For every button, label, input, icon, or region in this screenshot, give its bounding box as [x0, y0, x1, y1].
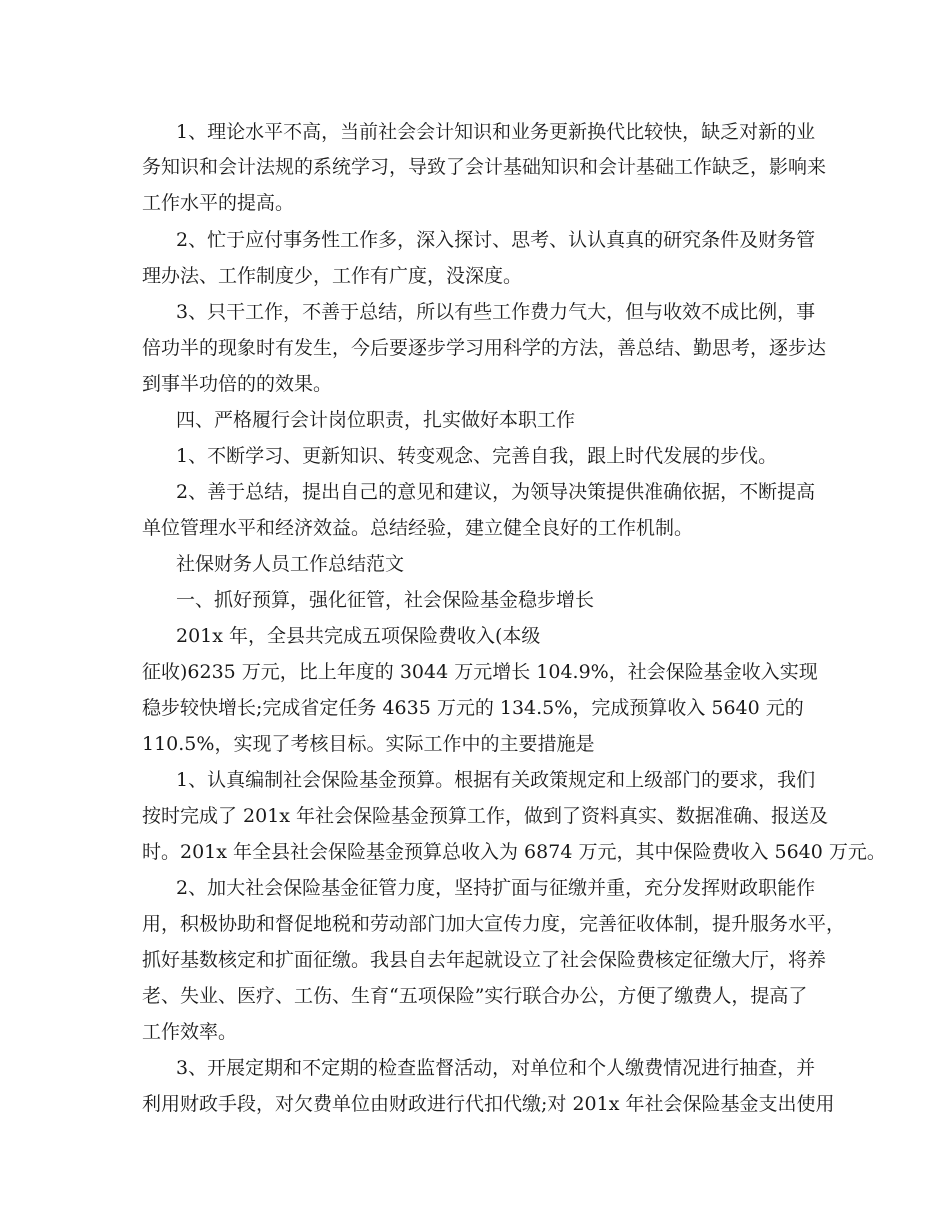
text-line: 务知识和会计法规的系统学习，导致了会计基础知识和会计基础工作缺乏，影响来	[142, 156, 827, 178]
text-line: 到事半功倍的的效果。	[142, 373, 333, 395]
text-line: 稳步较快增长;完成省定任务 4635 万元的 134.5%，完成预算收入 5640 元的	[142, 697, 804, 719]
section-heading: 一、抓好预算，强化征管，社会保险基金稳步增长	[176, 589, 595, 611]
text-line: 1、不断学习、更新知识、转变观念、完善自我，跟上时代发展的步伐。	[176, 445, 778, 467]
text-line: 201x 年，全县共完成五项保险费收入(本级	[176, 625, 541, 647]
section-heading: 四、严格履行会计岗位职责，扎实做好本职工作	[176, 409, 576, 431]
text-line: 工作效率。	[142, 1021, 238, 1043]
text-line: 利用财政手段，对欠费单位由财政进行代扣代缴;对 201x 年社会保险基金支出使用	[142, 1093, 835, 1115]
document-title: 社保财务人员工作总结范文	[176, 553, 405, 575]
text-line: 老、失业、医疗、工伤、生育“五项保险”实行联合办公，方便了缴费人，提高了	[142, 985, 808, 1007]
text-line: 按时完成了 201x 年社会保险基金预算工作，做到了资料真实、数据准确、报送及	[142, 805, 829, 827]
text-line: 时。201x 年全县社会保险基金预算总收入为 6874 万元，其中保险费收入 5640 万元。	[142, 841, 886, 863]
text-line: 工作水平的提高。	[142, 192, 295, 214]
text-line: 征收)6235 万元，比上年度的 3044 万元增长 104.9%，社会保险基金收入实现	[142, 661, 818, 683]
text-line: 倍功半的现象时有发生，今后要逐步学习用科学的方法，善总结、勤思考，逐步达	[142, 337, 827, 359]
text-line: 1、理论水平不高，当前社会会计知识和业务更新换代比较快，缺乏对新的业	[176, 121, 816, 143]
text-line: 2、善于总结，提出自己的意见和建议，为领导决策提供准确依据，不断提高	[176, 481, 816, 503]
text-line: 理办法、工作制度少，工作有广度，没深度。	[142, 265, 523, 287]
text-line: 3、开展定期和不定期的检查监督活动，对单位和个人缴费情况进行抽查，并	[176, 1057, 816, 1079]
text-line: 110.5%，实现了考核目标。实际工作中的主要措施是	[142, 733, 595, 755]
text-line: 1、认真编制社会保险基金预算。根据有关政策规定和上级部门的要求，我们	[176, 769, 816, 791]
text-line: 2、忙于应付事务性工作多，深入探讨、思考、认认真真的研究条件及财务管	[176, 229, 816, 251]
text-line: 单位管理水平和经济效益。总结经验，建立健全良好的工作机制。	[142, 517, 694, 539]
text-line: 2、加大社会保险基金征管力度，坚持扩面与征缴并重，充分发挥财政职能作	[176, 877, 816, 899]
text-line: 3、只干工作，不善于总结，所以有些工作费力气大，但与收效不成比例，事	[176, 301, 816, 323]
text-line: 抓好基数核定和扩面征缴。我县自去年起就设立了社会保险费核定征缴大厅，将养	[142, 949, 827, 971]
text-line: 用，积极协助和督促地税和劳动部门加大宣传力度，完善征收体制，提升服务水平，	[142, 913, 846, 935]
